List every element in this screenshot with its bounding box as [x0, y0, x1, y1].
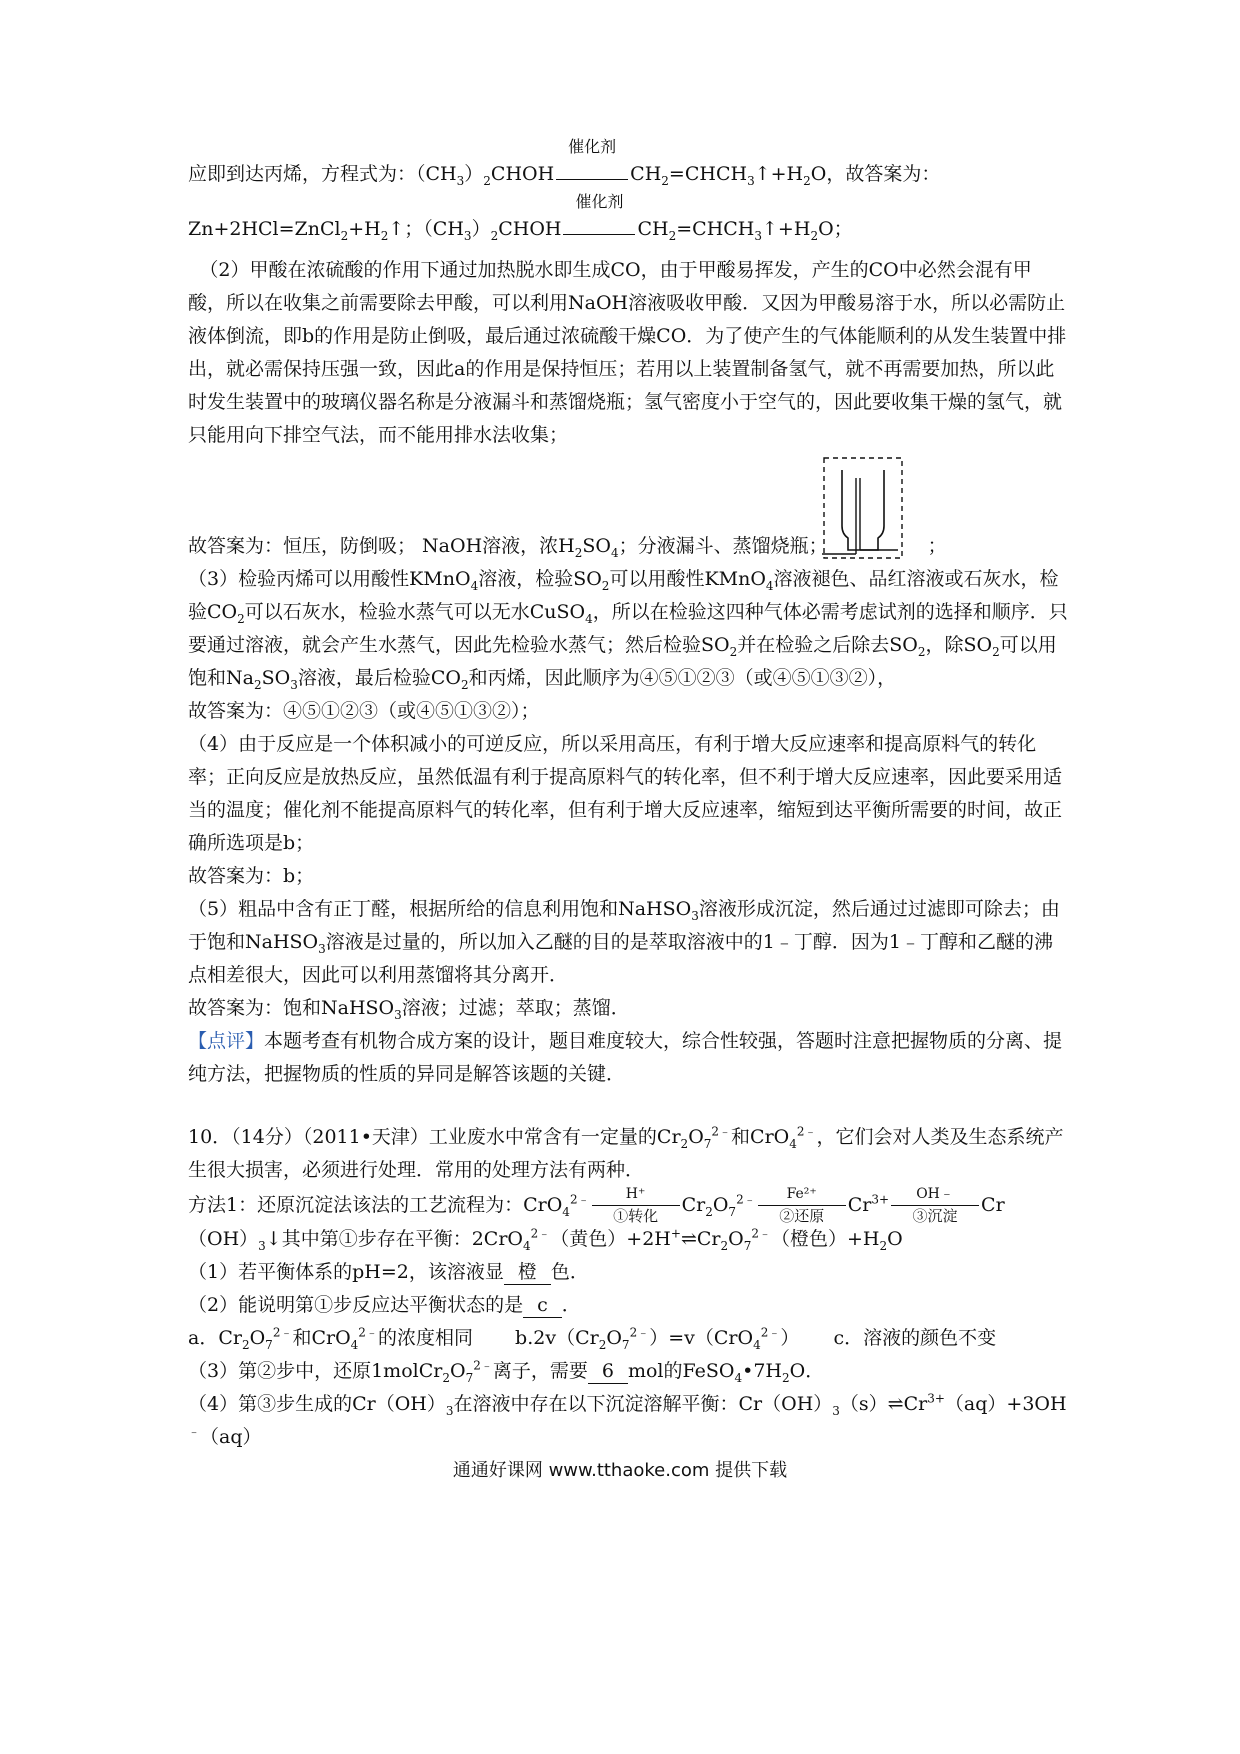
step-3-label: ③沉淀 — [912, 1206, 958, 1225]
subscript: 2 — [237, 611, 245, 626]
step-2-arrow — [756, 1185, 848, 1225]
text: 故答案为：饱和NaHSO — [188, 997, 395, 1019]
paragraph-answer-5 — [188, 992, 1068, 1025]
text: （s）⇌Cr — [839, 1392, 928, 1415]
subscript: 4 — [562, 1204, 570, 1219]
answer-blank: 6 — [588, 1359, 628, 1384]
text: 溶液褪色、品红溶液或石灰水，检验CO — [188, 568, 1059, 623]
text: （OH） — [188, 1227, 259, 1250]
superscript: 2﹣ — [736, 1192, 756, 1207]
subscript: 2 — [574, 545, 583, 560]
subscript: 2 — [483, 173, 491, 188]
catalyst-label: 催化剂 — [575, 192, 624, 211]
text: +H — [348, 218, 381, 240]
text: 色． — [550, 1260, 589, 1283]
subscript: 3 — [463, 228, 472, 243]
option-b — [515, 1325, 800, 1352]
text: Zn+2HCl=ZnCl — [188, 218, 341, 240]
reaction-line — [563, 224, 635, 235]
paragraph-answer-2 — [188, 530, 1068, 563]
subscript: 7 — [621, 1337, 630, 1352]
text: 10．（14分）（2011•天津）工业废水中常含有一定量的Cr — [188, 1126, 681, 1148]
text: 的浓度相同 — [377, 1326, 473, 1349]
superscript: ﹣ — [188, 1424, 201, 1439]
text: ↑+H — [762, 218, 811, 240]
subscript: 2 — [781, 1370, 790, 1385]
superscript: 3+ — [927, 1391, 945, 1406]
text: O，故答案为： — [810, 163, 941, 185]
subscript: 4 — [523, 1238, 531, 1253]
text: O； — [818, 218, 853, 240]
subscript: 2 — [810, 228, 819, 243]
text: O — [449, 1359, 466, 1382]
subscript: 4 — [470, 578, 479, 593]
subscript: 3 — [258, 1238, 266, 1253]
text: （3）第②步中，还原1molCr — [188, 1359, 443, 1382]
subscript: 3 — [290, 677, 298, 692]
subscript: 3 — [318, 941, 326, 956]
text: ↑+H — [754, 163, 804, 185]
text: 溶液，最后检验CO — [297, 667, 461, 689]
subscript: 2 — [720, 1238, 729, 1253]
step-1-reagent: H⁺ — [625, 1185, 646, 1202]
text: （aq） — [200, 1425, 262, 1448]
text: CHOH — [498, 218, 562, 240]
subscript: 2 — [460, 677, 469, 692]
subscript: 3 — [747, 173, 755, 188]
paragraph-answer-3: 故答案为：④⑤①②③（或④⑤①③②）； — [188, 700, 540, 722]
text: SO — [582, 535, 611, 557]
text: ，除SO — [925, 634, 993, 656]
text: （1）若平衡体系的pH=2，该溶液显 — [188, 1260, 504, 1283]
subscript: 2 — [241, 1337, 250, 1352]
text: ，它们会对人类及生态系统产生很大损害，必须进行处理．常用的处理方法有两种． — [188, 1126, 1064, 1181]
option-a — [188, 1325, 473, 1352]
text: ↑；（CH — [388, 218, 464, 240]
subscript: 2 — [803, 173, 811, 188]
answer-blank: c — [523, 1293, 562, 1318]
arrow-line — [592, 1205, 680, 1206]
subscript: 3 — [456, 173, 465, 188]
text: O — [606, 1326, 622, 1349]
step-1-label: ①转化 — [613, 1206, 659, 1225]
text: ． — [561, 1293, 581, 1316]
arrow-line — [891, 1205, 979, 1206]
subscript: 2 — [380, 228, 389, 243]
subscript: 7 — [265, 1337, 273, 1352]
text: mol的FeSO — [627, 1359, 735, 1382]
text: 和丙烯，因此顺序为④⑤①②③（或④⑤①③②）， — [468, 667, 897, 689]
subscript: 2 — [598, 1337, 607, 1352]
text: 溶液；过滤；萃取；蒸馏． — [401, 997, 630, 1019]
text: （aq）+3OH — [944, 1392, 1067, 1415]
paragraph-part-2: （2）甲酸在浓硫酸的作用下通过加热脱水即生成CO，由于甲酸易挥发，产生的CO中必然会混有甲酸，所以在收集之前需要除去甲酸，可以利用NaOH溶液吸收甲酸．又因为甲酸易溶于水，所以必需防止液体倒流，即b的作用是防止倒吸，最后通过浓硫酸干燥CO．为了使产生的气体能顺利的从发生装置中排出，就必需保持压强一致，因此a的作用是保持恒压；若用以上装置制备氢气，就不再需要加热，所以此时发生装置中的玻璃仪器名称是分液漏斗和蒸馏烧瓶；氢气密度小于空气的，因此要收集干燥的氢气，就只能用向下排空气法，而不能用排水法收集； — [188, 259, 1067, 446]
text: ）=v（CrO — [649, 1326, 754, 1349]
subscript: 2 — [917, 644, 926, 659]
text: （5）粗品中含有正丁醛，根据所给的信息利用饱和NaHSO — [188, 898, 692, 920]
step-2-label: ②还原 — [779, 1206, 825, 1225]
text: 溶液是过量的，所以加入乙醚的目的是萃取溶液中的1﹣丁醇．因为1﹣丁醇和乙醚的沸点相差很大，因此可以利用蒸馏将其分离开． — [188, 931, 1053, 986]
text: O — [712, 1194, 729, 1216]
paragraph-part-4: （4）由于反应是一个体积减小的可逆反应，所以采用高压，有利于增大反应速率和提高原料气的转化率；正向反应是放热反应，虽然低温有利于提高原料气的转化率，但不利于增大反应速率，因此要采用适当的温度；催化剂不能提高原料气的转化率，但有利于增大反应速率，缩短到达平衡所需要的时间，故正确所选项是b； — [188, 733, 1063, 854]
subscript: 2 — [705, 1204, 713, 1219]
subscript: 7 — [743, 1238, 752, 1253]
subscript: 7 — [728, 1204, 737, 1219]
subscript: 3 — [445, 1403, 454, 1418]
superscript: 3+ — [871, 1192, 890, 1207]
text: 可以石灰水，检验水蒸气可以无水CuSO — [244, 601, 586, 623]
superscript: 2﹣ — [473, 1358, 493, 1373]
text: CH — [630, 163, 662, 185]
text: 溶液，检验SO — [478, 568, 602, 590]
text: =CHCH — [668, 163, 748, 185]
superscript: 2﹣ — [751, 1226, 771, 1241]
option-c: c．溶液的颜色不变 — [833, 1326, 997, 1349]
sub-question-2 — [188, 1289, 1068, 1322]
subscript: 4 — [585, 611, 593, 626]
subscript: 4 — [789, 1136, 797, 1151]
text: 故答案为：恒压，防倒吸； NaOH溶液，浓H — [188, 535, 575, 557]
superscript: 2﹣ — [358, 1325, 378, 1340]
text: CHOH — [490, 163, 555, 185]
paragraph-answer-4: 故答案为：b； — [188, 865, 315, 887]
text: Cr — [681, 1194, 706, 1216]
superscript: 2﹣ — [796, 1124, 817, 1139]
text: （3）检验丙烯可以用酸性KMnO — [188, 568, 471, 590]
sub-question-1 — [188, 1256, 1068, 1289]
superscript: 2﹣ — [530, 1226, 551, 1241]
text: Cr — [847, 1194, 872, 1216]
catalyst-label: 催化剂 — [568, 137, 617, 156]
text: SO — [261, 667, 291, 689]
text: （橙色）+H — [770, 1227, 880, 1250]
text: 并在检验之后除去SO — [737, 634, 918, 656]
text: a．Cr — [188, 1326, 242, 1349]
subscript: 2 — [661, 173, 669, 188]
text: ） — [464, 163, 484, 185]
catalyst-arrow — [563, 192, 635, 246]
paragraph-comment — [188, 1025, 1068, 1091]
text: 可以用酸性KMnO — [609, 568, 766, 590]
question-10-header — [188, 1121, 1068, 1187]
subscript: 2 — [992, 644, 1000, 659]
superscript: 2﹣ — [569, 1192, 590, 1207]
text: ） — [780, 1326, 800, 1349]
text: Cr — [981, 1194, 1005, 1216]
text: ； — [927, 535, 947, 557]
step-1-arrow — [590, 1185, 682, 1225]
subscript: 2 — [668, 228, 677, 243]
step-2-reagent: Fe²⁺ — [786, 1185, 817, 1202]
text: O — [688, 1126, 704, 1148]
text: ） — [471, 218, 491, 240]
document-body — [188, 137, 1068, 1454]
text: 应即到达丙烯，方程式为：（CH — [188, 163, 457, 185]
reaction-line — [556, 169, 628, 180]
step-3-arrow — [889, 1185, 981, 1225]
text: 溶液形成沉淀，然后通过过滤即可除去；由于饱和NaHSO — [188, 898, 1060, 953]
subscript: 4 — [765, 578, 774, 593]
subscript: 7 — [703, 1136, 712, 1151]
subscript: 4 — [734, 1370, 743, 1385]
text: 离子，需要 — [492, 1359, 588, 1382]
gas-collection-apparatus-diagram — [822, 456, 906, 564]
superscript: 2﹣ — [760, 1325, 781, 1340]
answer-blank: 橙 — [504, 1260, 551, 1285]
subscript: 4 — [350, 1337, 359, 1352]
text: ↓其中第①步存在平衡：2CrO — [265, 1227, 524, 1250]
subscript: 2 — [680, 1136, 689, 1151]
text: CH — [637, 218, 669, 240]
text: （4）第③步生成的Cr（OH） — [188, 1392, 446, 1415]
superscript: 2﹣ — [711, 1124, 732, 1139]
subscript: 2 — [340, 228, 349, 243]
paragraph-part-5 — [188, 893, 1068, 992]
text: ⇌Cr — [680, 1227, 721, 1250]
text: O． — [789, 1359, 825, 1382]
sub-question-3 — [188, 1355, 1068, 1388]
text: ；分液漏斗、蒸馏烧瓶； — [618, 535, 828, 557]
text: O — [249, 1326, 266, 1349]
paragraph-equation-2 — [188, 192, 1068, 246]
equilibrium-line — [188, 1223, 1068, 1256]
text: ，所以在检验这四种气体必需考虑试剂的选择和顺序．只要通过溶液，就会产生水蒸气，因此先检验水蒸气；然后检验SO — [188, 601, 1068, 656]
text: 在溶液中存在以下沉淀溶解平衡：Cr（OH） — [453, 1392, 833, 1415]
text: 可以用饱和Na — [188, 634, 1057, 689]
subscript: 2 — [601, 578, 610, 593]
text: 和CrO — [731, 1126, 790, 1148]
text: （2）能说明第①步反应达平衡状态的是 — [188, 1293, 524, 1316]
options-line — [188, 1322, 1068, 1355]
text: •7H — [742, 1359, 782, 1382]
subscript: 4 — [753, 1337, 761, 1352]
text: b.2v（Cr — [515, 1326, 599, 1349]
subscript: 3 — [394, 1007, 402, 1022]
subscript: 3 — [754, 228, 763, 243]
page-footer: 通通好课网 www.tthaoke.com 提供下载 — [452, 1460, 788, 1481]
text: =CHCH — [676, 218, 755, 240]
comment-tag: 【点评】 — [188, 1030, 265, 1052]
subscript: 2 — [490, 228, 499, 243]
subscript: 3 — [832, 1403, 840, 1418]
subscript: 2 — [442, 1370, 450, 1385]
subscript: 7 — [465, 1370, 474, 1385]
superscript: 2﹣ — [272, 1325, 293, 1340]
catalyst-arrow — [556, 137, 628, 191]
bottle-outline — [842, 470, 884, 550]
text: 本题考查有机物合成方案的设计，题目难度较大，综合性较强，答题时注意把握物质的分离、提纯方法，把握物质的性质的异同是解答该题的关键． — [188, 1030, 1063, 1085]
subscript: 2 — [729, 644, 738, 659]
subscript: 4 — [610, 545, 619, 560]
method-1-flow — [188, 1185, 1068, 1225]
arrow-line — [758, 1205, 846, 1206]
dashed-frame — [824, 458, 902, 558]
paragraph-equation-1 — [188, 137, 1068, 191]
text: O — [887, 1227, 903, 1250]
subscript: 2 — [253, 677, 262, 692]
text: （黄色）+2H — [550, 1227, 671, 1250]
step-3-reagent: OH﹣ — [916, 1185, 954, 1202]
superscript: + — [670, 1226, 681, 1241]
text: O — [728, 1227, 744, 1250]
text: 方法1：还原沉淀法该法的工艺流程为：CrO — [188, 1194, 563, 1216]
superscript: 2﹣ — [629, 1325, 650, 1340]
subscript: 3 — [691, 908, 699, 923]
paragraph-part-3 — [188, 563, 1068, 695]
sub-question-4 — [188, 1388, 1068, 1454]
text: 和CrO — [292, 1326, 351, 1349]
subscript: 2 — [879, 1238, 888, 1253]
